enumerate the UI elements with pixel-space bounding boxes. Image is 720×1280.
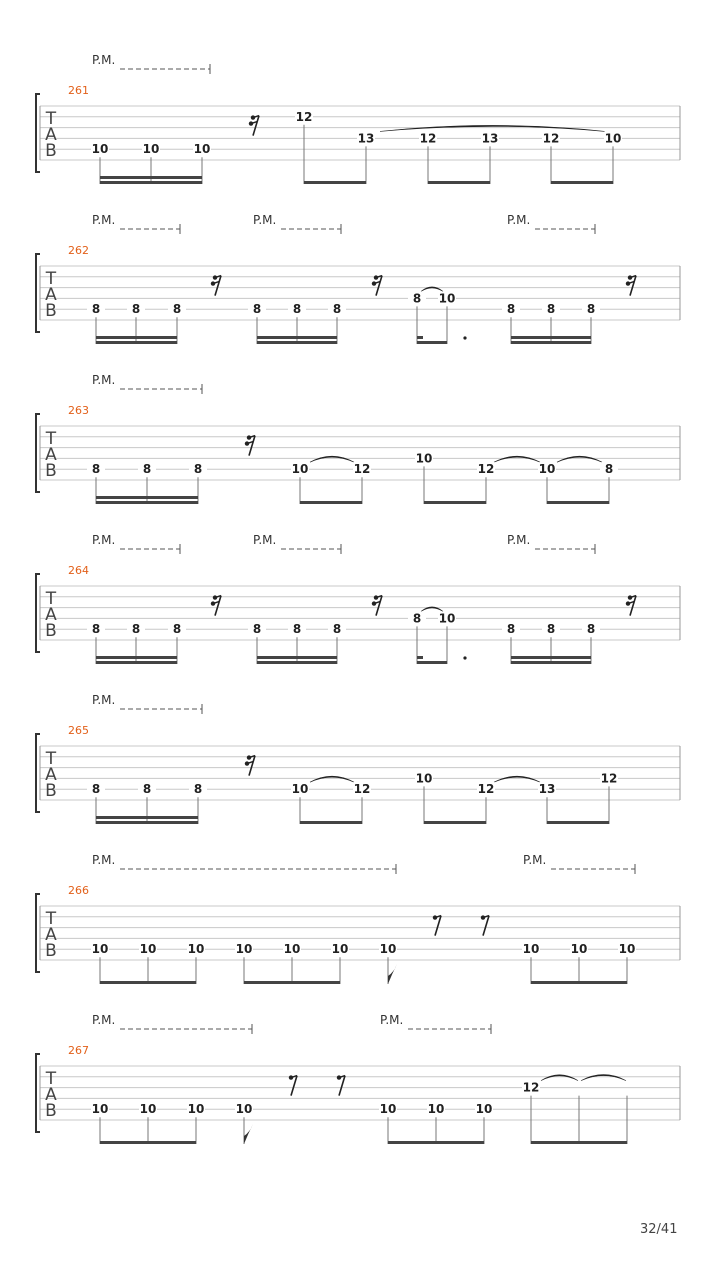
fret-number: 12 [600, 771, 618, 786]
palm-mute-label: P.M. [380, 1013, 404, 1027]
tab-clef-letter: A [45, 605, 57, 625]
measure-number: 264 [68, 564, 89, 577]
fret-number: 12 [419, 131, 437, 146]
fret-number: 8 [252, 622, 262, 637]
fret-number: 12 [522, 1080, 540, 1095]
fret-number: 8 [586, 302, 596, 317]
beam [96, 501, 198, 504]
tab-clef-letter: A [45, 925, 57, 945]
staff-system [36, 53, 680, 184]
beam [96, 816, 198, 819]
fret-number: 10 [235, 1102, 253, 1117]
beam [417, 341, 447, 344]
fret-number: 12 [295, 109, 313, 124]
fret-number: 12 [353, 782, 371, 797]
beam [96, 656, 177, 659]
fret-number: 10 [139, 1102, 157, 1117]
beam [300, 821, 362, 824]
eighth-flag [388, 964, 397, 984]
fret-number: 10 [570, 942, 588, 957]
fret-number: 8 [252, 302, 262, 317]
beam [100, 981, 196, 984]
beam [531, 1141, 627, 1144]
beam [547, 821, 609, 824]
beam [257, 656, 337, 659]
beam [424, 821, 486, 824]
beam [417, 661, 447, 664]
staff-system [36, 213, 680, 344]
fret-number: 13 [481, 131, 499, 146]
palm-mute-label: P.M. [253, 533, 277, 547]
tab-clef-letter: T [45, 1069, 57, 1089]
tab-clef-letter: A [45, 445, 57, 465]
sixteenth-rest [249, 115, 259, 135]
fret-number: 13 [538, 782, 556, 797]
tab-clef-letter: T [45, 589, 57, 609]
eighth-rest [337, 1075, 345, 1095]
fret-number: 8 [172, 302, 182, 317]
beam [511, 661, 591, 664]
beam [551, 181, 613, 184]
eighth-rest [433, 915, 441, 935]
tab-clef-letter: T [45, 909, 57, 929]
system-bracket [36, 894, 40, 972]
fret-number: 13 [357, 131, 375, 146]
tie [310, 456, 354, 462]
beam [511, 336, 591, 339]
staff-system [36, 693, 680, 824]
beam [96, 336, 177, 339]
system-bracket [36, 574, 40, 652]
staff-system [36, 373, 680, 504]
fret-number: 8 [131, 622, 141, 637]
beam [96, 821, 198, 824]
beam [96, 661, 177, 664]
fret-number: 10 [438, 291, 456, 306]
sixteenth-rest [211, 275, 221, 295]
beam [244, 981, 340, 984]
beam [547, 501, 609, 504]
sixteenth-rest [211, 595, 221, 615]
fret-number: 10 [235, 942, 253, 957]
eighth-rest [481, 915, 489, 935]
fret-number: 8 [506, 622, 516, 637]
fret-number: 10 [538, 462, 556, 477]
fret-number: 10 [331, 942, 349, 957]
fret-number: 10 [193, 142, 211, 157]
measure-number: 266 [68, 884, 89, 897]
beam [257, 341, 337, 344]
beam [96, 496, 198, 499]
rhythm-dot [463, 656, 466, 659]
fret-number: 12 [353, 462, 371, 477]
tie [310, 776, 354, 782]
tie [494, 776, 540, 782]
fret-number: 8 [506, 302, 516, 317]
palm-mute-label: P.M. [92, 533, 116, 547]
palm-mute-label: P.M. [523, 853, 547, 867]
fret-number: 10 [415, 771, 433, 786]
fret-number: 8 [131, 302, 141, 317]
sixteenth-rest [626, 275, 636, 295]
measure-number: 263 [68, 404, 89, 417]
fret-number: 8 [292, 622, 302, 637]
beam [304, 181, 366, 184]
beam [100, 1141, 196, 1144]
beam [100, 176, 202, 179]
fret-number: 8 [412, 291, 422, 306]
fret-number: 10 [427, 1102, 445, 1117]
tab-clef-letter: B [45, 781, 57, 801]
palm-mute-label: P.M. [507, 213, 531, 227]
system-bracket [36, 254, 40, 332]
sixteenth-rest [626, 595, 636, 615]
fret-number: 8 [604, 462, 614, 477]
tab-clef-letter: A [45, 765, 57, 785]
fret-number: 10 [91, 142, 109, 157]
fret-number: 8 [412, 611, 422, 626]
fret-number: 8 [292, 302, 302, 317]
system-bracket [36, 1054, 40, 1132]
tab-clef-letter: B [45, 301, 57, 321]
fret-number: 8 [332, 622, 342, 637]
fret-number: 10 [618, 942, 636, 957]
measure-number: 262 [68, 244, 89, 257]
system-bracket [36, 94, 40, 172]
tab-clef-letter: B [45, 461, 57, 481]
palm-mute-label: P.M. [92, 1013, 116, 1027]
fret-number: 10 [291, 782, 309, 797]
fret-number: 10 [379, 942, 397, 957]
staff-system [36, 1013, 680, 1144]
fret-number: 8 [193, 782, 203, 797]
tab-clef-letter: B [45, 141, 57, 161]
fret-number: 10 [415, 451, 433, 466]
beam [511, 656, 591, 659]
tab-clef-letter: T [45, 429, 57, 449]
fret-number: 10 [139, 942, 157, 957]
palm-mute-label: P.M. [92, 853, 116, 867]
eighth-rest [289, 1075, 297, 1095]
fret-number: 10 [522, 942, 540, 957]
fret-number: 10 [91, 942, 109, 957]
fret-number: 10 [91, 1102, 109, 1117]
rhythm-dot [463, 336, 466, 339]
fret-number: 8 [142, 782, 152, 797]
palm-mute-label: P.M. [92, 373, 116, 387]
beam [300, 501, 362, 504]
fret-number: 12 [542, 131, 560, 146]
fret-number: 8 [172, 622, 182, 637]
beam-stub [417, 656, 423, 659]
system-bracket [36, 734, 40, 812]
fret-number: 8 [193, 462, 203, 477]
staff-system [36, 853, 680, 984]
tab-clef-letter: A [45, 125, 57, 145]
beam [424, 501, 486, 504]
measure-number: 261 [68, 84, 89, 97]
sixteenth-rest [372, 275, 382, 295]
tie [557, 456, 602, 462]
measure-number: 265 [68, 724, 89, 737]
tab-clef-letter: T [45, 749, 57, 769]
fret-number: 10 [187, 942, 205, 957]
fret-number: 8 [91, 302, 101, 317]
fret-number: 10 [604, 131, 622, 146]
tab-clef-letter: T [45, 109, 57, 129]
tab-clef-letter: B [45, 1101, 57, 1121]
palm-mute-label: P.M. [253, 213, 277, 227]
fret-number: 8 [91, 622, 101, 637]
sixteenth-rest [245, 435, 255, 455]
fret-number: 8 [586, 622, 596, 637]
fret-number: 10 [475, 1102, 493, 1117]
system-bracket [36, 414, 40, 492]
fret-number: 10 [291, 462, 309, 477]
fret-number: 8 [91, 782, 101, 797]
measure-number: 267 [68, 1044, 89, 1057]
fret-number: 12 [477, 462, 495, 477]
fret-number: 12 [477, 782, 495, 797]
beam [257, 661, 337, 664]
fret-number: 8 [142, 462, 152, 477]
tab-clef-letter: B [45, 621, 57, 641]
tab-clef-letter: B [45, 941, 57, 961]
fret-number: 10 [187, 1102, 205, 1117]
fret-number: 8 [546, 302, 556, 317]
sixteenth-rest [245, 755, 255, 775]
beam [388, 1141, 484, 1144]
fret-number: 8 [546, 622, 556, 637]
beam [96, 341, 177, 344]
staff-system [36, 533, 680, 664]
tab-clef-letter: T [45, 269, 57, 289]
beam [100, 181, 202, 184]
beam [531, 981, 627, 984]
palm-mute-label: P.M. [92, 53, 116, 67]
fret-number: 10 [438, 611, 456, 626]
beam [428, 181, 490, 184]
sixteenth-rest [372, 595, 382, 615]
beam-stub [417, 336, 423, 339]
tab-clef-letter: A [45, 1085, 57, 1105]
palm-mute-label: P.M. [92, 693, 116, 707]
palm-mute-label: P.M. [92, 213, 116, 227]
eighth-flag [244, 1124, 253, 1144]
fret-number: 8 [91, 462, 101, 477]
tie [494, 456, 540, 462]
fret-number: 10 [379, 1102, 397, 1117]
beam [257, 336, 337, 339]
fret-number: 10 [283, 942, 301, 957]
tie [541, 1075, 578, 1081]
tie [581, 1075, 626, 1081]
beam [511, 341, 591, 344]
fret-number: 8 [332, 302, 342, 317]
fret-number: 10 [142, 142, 160, 157]
page-number: 32/41 [640, 1222, 678, 1237]
palm-mute-label: P.M. [507, 533, 531, 547]
tab-clef-letter: A [45, 285, 57, 305]
